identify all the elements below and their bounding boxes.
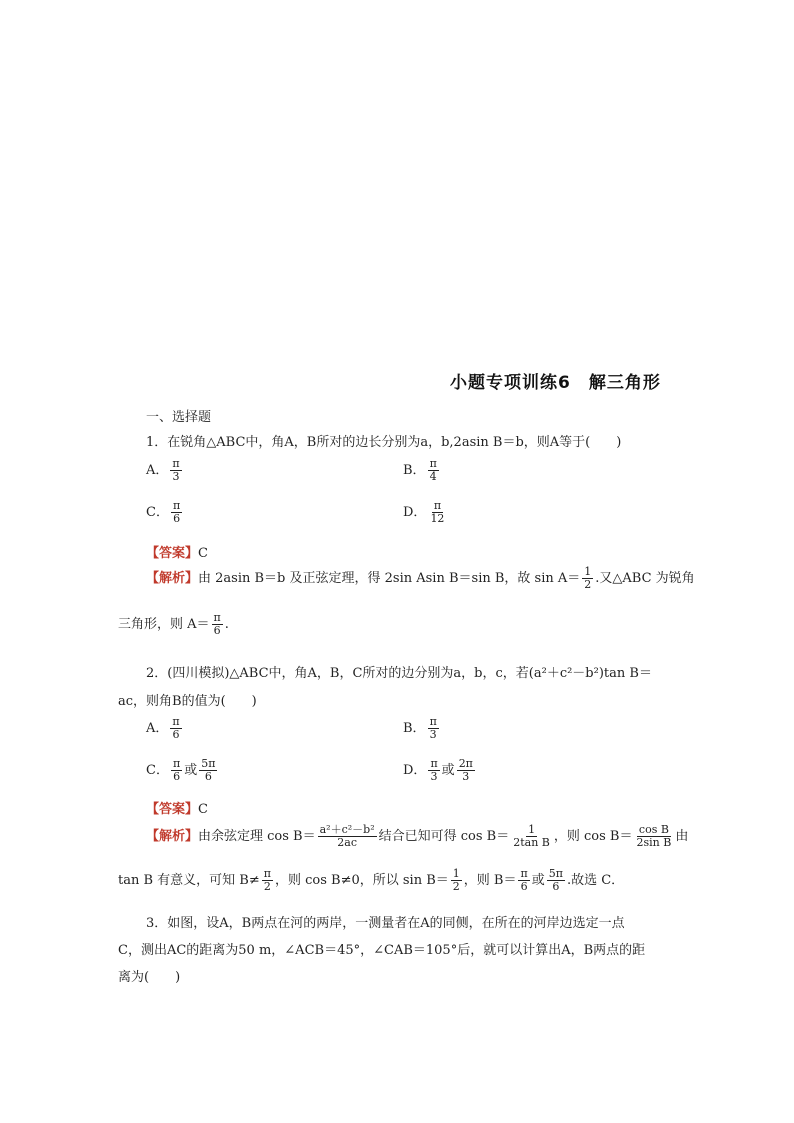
q2-answer (146, 798, 208, 817)
or-text: 或 (184, 763, 198, 778)
q2-option-a (146, 716, 184, 741)
q2-analysis-line2 (118, 868, 624, 893)
option-label: D． (403, 505, 427, 520)
fraction: $\frac{\pi}{6}$ (172, 499, 181, 525)
q2-option-d (403, 758, 477, 783)
fraction: $\frac{5\pi}{6}$ (201, 757, 216, 783)
answer-tag: 【答案】 (146, 802, 199, 817)
option-label: C． (146, 763, 169, 778)
analysis-tag: 【解析】 (146, 571, 199, 586)
analysis-text: ，则 B＝ (463, 873, 517, 888)
question-2-stem-line1: 2．(四川模拟)△ABC中，角A，B，C所对的边分别为a，b，c，若(a²＋c²－b²)tan B＝ (146, 666, 652, 681)
fraction: $\frac{\pi}{3}$ (172, 457, 180, 483)
analysis-text: 三角形，则 A＝ (118, 617, 210, 632)
fraction: $\frac{\pi}{6}$ (172, 715, 180, 741)
q1-analysis-line2 (118, 612, 229, 637)
analysis-text: 由 (675, 829, 689, 844)
answer-value: C (198, 546, 208, 561)
analysis-text: ，则 cos B＝ (553, 829, 633, 844)
fraction: $\frac{2\pi}{3}$ (458, 757, 473, 783)
fraction: $\frac{\pi}{3}$ (430, 757, 438, 783)
option-label: D． (403, 763, 427, 778)
q1-option-d (403, 500, 448, 525)
analysis-text: 结合已知可得 cos B＝ (378, 829, 510, 844)
fraction: $\frac{\pi}{6}$ (172, 757, 181, 783)
fraction: $\frac{\pi}{4}$ (429, 457, 437, 483)
section-heading: 一、选择题 (146, 410, 212, 425)
analysis-text: tan B 有意义，可知 B≠ (118, 873, 260, 888)
fraction: $\frac{\text{cos B}}{\text{2sin B}}$ (636, 823, 672, 849)
option-label: A． (146, 721, 169, 736)
analysis-text: 由余弦定理 cos B＝ (198, 829, 316, 844)
answer-tag: 【答案】 (146, 546, 199, 561)
option-label: B． (403, 463, 426, 478)
fraction: $\frac{\pi}{6}$ (520, 867, 528, 893)
fraction: $\frac{1}{2}$ (452, 867, 460, 893)
option-label: B． (403, 721, 426, 736)
fraction: $\frac{1}{2}$ (584, 565, 592, 591)
q2-option-c (146, 758, 219, 783)
q2-option-b (403, 716, 441, 741)
fraction: $\frac{\text{a²＋c²－b²}}{2ac}$ (319, 823, 375, 849)
page-title: 小题专项训练6 解三角形 (450, 373, 661, 393)
fraction: $\frac{\pi}{2}$ (263, 867, 271, 893)
q1-option-a (146, 458, 184, 483)
q1-answer (146, 542, 208, 561)
option-label: A． (146, 463, 169, 478)
q2-analysis-line1 (146, 824, 688, 849)
question-3-line3: 离为( ) (118, 970, 181, 985)
fraction: $\frac{\pi}{12}$ (430, 499, 445, 525)
fraction: $\frac{\pi}{3}$ (429, 715, 437, 741)
question-1-stem: 1．在锐角△ABC中，角A，B所对的边长分别为a，b,2asin B＝b，则A等于( ) (146, 435, 622, 450)
or-text: 或 (441, 763, 455, 778)
analysis-tag: 【解析】 (146, 829, 199, 844)
fraction: $\frac{5\pi}{6}$ (548, 867, 563, 893)
option-label: C． (146, 505, 169, 520)
q1-analysis-line1 (146, 566, 695, 591)
question-3-line1: 3．如图，设A，B两点在河的两岸，一测量者在A的同侧，在所在的河岸边选定一点 (146, 916, 625, 931)
analysis-text: .故选 C． (566, 873, 625, 888)
answer-value: C (198, 802, 208, 817)
question-3-line2: C，测出AC的距离为50 m，∠ACB＝45°，∠CAB＝105°后，就可以计算出A，B两点的距 (118, 943, 646, 958)
analysis-text: .又△ABC 为锐角 (595, 571, 695, 586)
analysis-text: 由 2asin B＝b 及正弦定理，得 2sin Asin B＝sin B，故 sin A＝ (198, 571, 581, 586)
analysis-text: . (224, 617, 229, 632)
or-text: 或 (531, 873, 545, 888)
question-2-stem-line2: ac，则角B的值为( ) (118, 694, 257, 709)
fraction: $\frac{1}{\text{2tan B}}$ (513, 823, 550, 849)
fraction: $\frac{\pi}{6}$ (213, 611, 221, 637)
q1-option-b (403, 458, 441, 483)
q1-option-c (146, 500, 184, 525)
analysis-text: ，则 cos B≠0，所以 sin B＝ (274, 873, 449, 888)
